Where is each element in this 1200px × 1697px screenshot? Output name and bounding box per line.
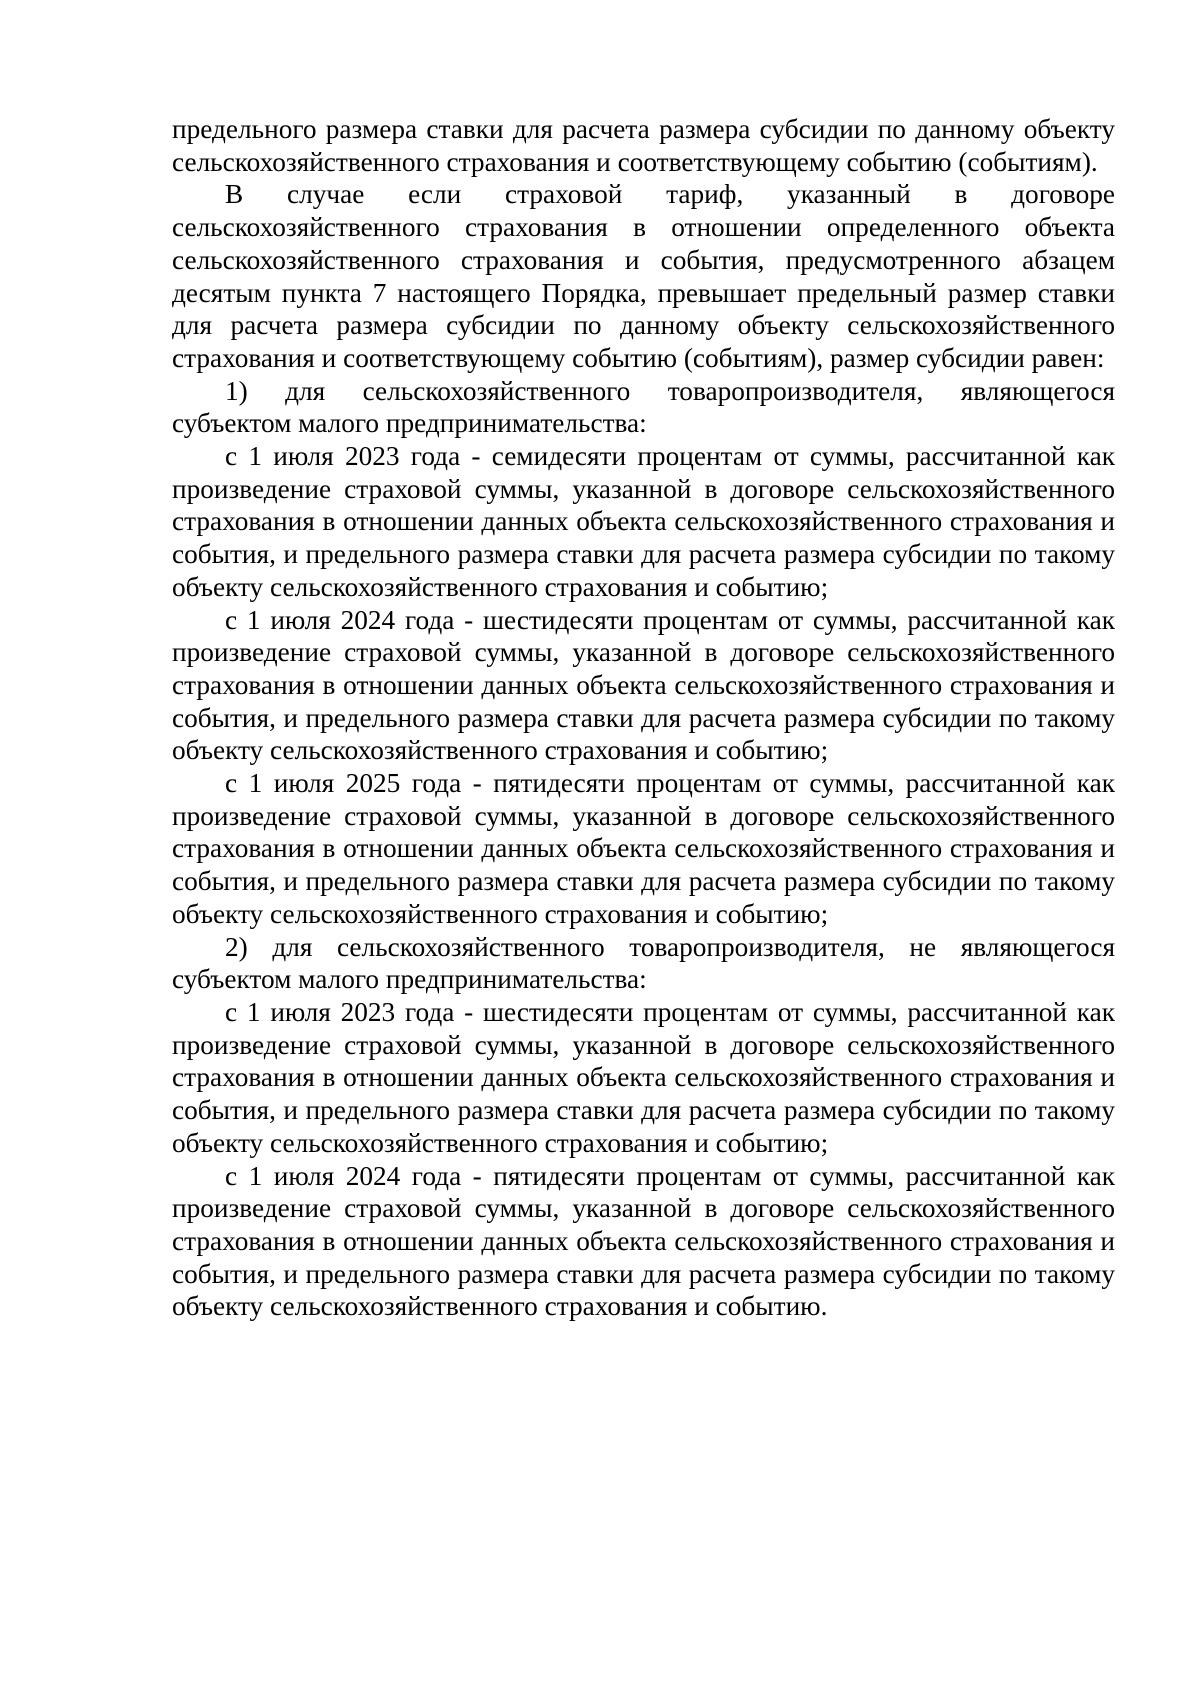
paragraph-item-2-not-small-business: 2) для сельскохозяйственного товаропроизводителя, не являющегося субъектом малого предпринимательства: — [172, 931, 1115, 995]
paragraph-tariff-exceeds-limit: В случае если страховой тариф, указанный в договоре сельскохозяйственного страхования в отношении определенного объекта сельскохозяйственного страхования и события, предусмотренного абзацем десятым пункта 7 настоящего Порядка, превышает предельный размер ставки для расчета размера субсидии по данному объекту сельскохозяйственного страхования и соответствующему событию (событиям), размер субсидии равен: — [172, 179, 1115, 373]
document-body — [172, 113, 1115, 1323]
paragraph-not-small-business-2023: с 1 июля 2023 года - шестидесяти процентам от суммы, рассчитанной как произведение страховой суммы, указанной в договоре сельскохозяйственного страхования в отношении данных объекта сельскохозяйственного страхования и события, и предельного размера ставки для расчета размера субсидии по такому объекту сельскохозяйственного страхования и событию; — [172, 996, 1115, 1158]
paragraph-item-1-small-business: 1) для сельскохозяйственного товаропроизводителя, являющегося субъектом малого предпринимательства: — [172, 375, 1115, 439]
paragraph-continuation: предельного размера ставки для расчета размера субсидии по данному объекту сельскохозяйственного страхования и соответствующему событию (событиям). — [172, 114, 1115, 177]
paragraph-small-business-2024: с 1 июля 2024 года - шестидесяти процентам от суммы, рассчитанной как произведение страховой суммы, указанной в договоре сельскохозяйственного страхования в отношении данных объекта сельскохозяйственного страхования и события, и предельного размера ставки для расчета размера субсидии по такому объекту сельскохозяйственного страхования и событию; — [172, 604, 1115, 766]
paragraph-not-small-business-2024: с 1 июля 2024 года - пятидесяти процентам от суммы, рассчитанной как произведение страховой суммы, указанной в договоре сельскохозяйственного страхования в отношении данных объекта сельскохозяйственного страхования и события, и предельного размера ставки для расчета размера субсидии по такому объекту сельскохозяйственного страхования и событию. — [172, 1160, 1115, 1322]
paragraph-small-business-2023: с 1 июля 2023 года - семидесяти процентам от суммы, рассчитанной как произведение страховой суммы, указанной в договоре сельскохозяйственного страхования в отношении данных объекта сельскохозяйственного страхования и события, и предельного размера ставки для расчета размера субсидии по такому объекту сельскохозяйственного страхования и событию; — [172, 441, 1115, 602]
paragraph-small-business-2025: с 1 июля 2025 года - пятидесяти процентам от суммы, рассчитанной как произведение страховой суммы, указанной в договоре сельскохозяйственного страхования в отношении данных объекта сельскохозяйственного страхования и события, и предельного размера ставки для расчета размера субсидии по такому объекту сельскохозяйственного страхования и событию; — [172, 768, 1115, 929]
